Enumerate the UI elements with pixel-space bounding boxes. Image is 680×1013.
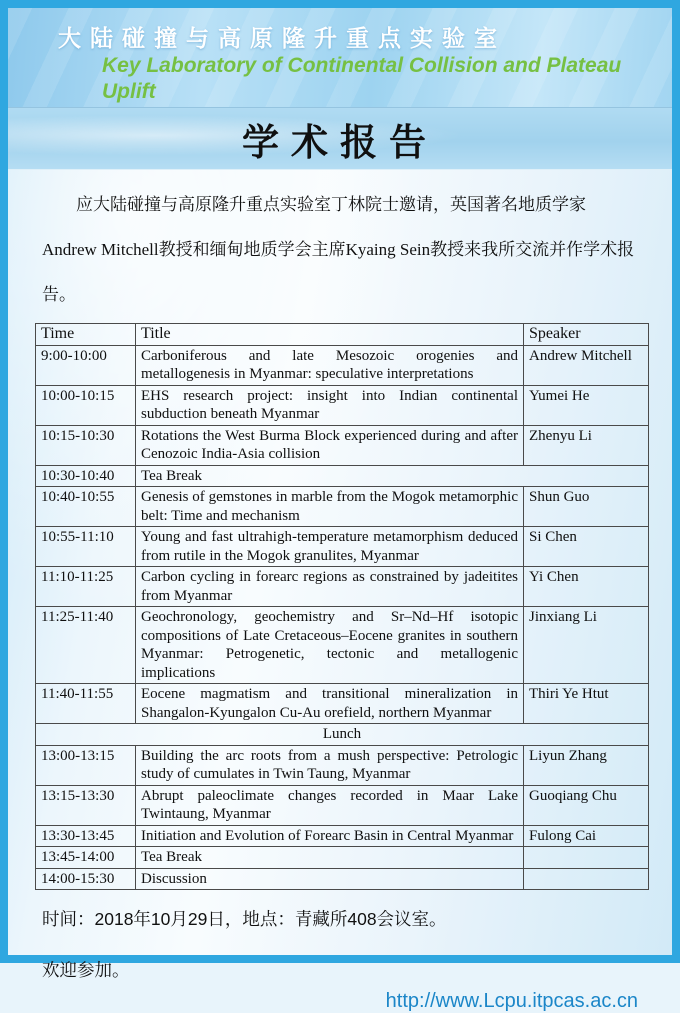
lab-name-english: Key Laboratory of Continental Collision and Plateau Uplift [102,54,622,103]
title-cell: Tea Break [136,465,649,487]
datetime-location-line: 时间：2018年10月29日，地点：青藏所408会议室。 [42,909,447,929]
title-cell: Carbon cycling in forearc regions as constrained by jadeitites from Myanmar [136,567,524,607]
schedule-table-body [36,345,649,890]
time-cell: 10:30-10:40 [36,465,136,487]
title-cell: Carboniferous and late Mesozoic orogenies and metallogenesis in Myanmar: speculative interpretations [136,345,524,385]
speaker-cell: Yumei He [524,385,649,425]
table-header-row [36,324,649,346]
lab-name-chinese: 大陆碰撞与高原隆升重点实验室 [58,25,506,51]
welcome-line: 欢迎参加。 [42,960,130,980]
speaker-cell: Thiri Ye Htut [524,684,649,724]
time-cell: 10:40-10:55 [36,487,136,527]
speaker-cell: Guoqiang Chu [524,785,649,825]
table-row [36,465,649,487]
column-header-time: Time [36,324,136,346]
speaker-cell: Zhenyu Li [524,425,649,465]
header-band [8,8,672,107]
website-link[interactable]: http://www.Lcpu.itpcas.ac.cn [385,990,638,1012]
title-cell: Eocene magmatism and transitional mineralization in Shangalon-Kyungalon Cu-Au orefield, northern Myanmar [136,684,524,724]
table-row [36,607,649,684]
column-header-speaker: Speaker [524,324,649,346]
time-cell: 14:00-15:30 [36,868,136,890]
table-row [36,487,649,527]
title-cell: Building the arc roots from a mush perspective: Petrologic study of cumulates in Twin Taung, Myanmar [136,745,524,785]
time-cell: 13:00-13:15 [36,745,136,785]
title-cell: Geochronology, geochemistry and Sr–Nd–Hf isotopic compositions of Late Cretaceous–Eocene granites in southern Myanmar: Petrogenetic, tectonic and metallogenic implications [136,607,524,684]
table-row [36,868,649,890]
time-cell: 13:15-13:30 [36,785,136,825]
table-row [36,684,649,724]
column-header-title: Title [136,324,524,346]
table-row [36,745,649,785]
speaker-cell: Fulong Cai [524,825,649,847]
title-cell: Initiation and Evolution of Forearc Basin in Central Myanmar [136,825,524,847]
title-cell: Rotations the West Burma Block experienced during and after Cenozoic India-Asia collision [136,425,524,465]
title-cell: Abrupt paleoclimate changes recorded in Maar Lake Twintaung, Myanmar [136,785,524,825]
table-row [36,345,649,385]
speaker-cell: Andrew Mitchell [524,345,649,385]
time-cell: 11:40-11:55 [36,684,136,724]
speaker-cell [524,868,649,890]
speaker-cell: Jinxiang Li [524,607,649,684]
title-cell: Genesis of gemstones in marble from the Mogok metamorphic belt: Time and mechanism [136,487,524,527]
table-row [36,425,649,465]
schedule-table [35,323,649,890]
table-row [36,567,649,607]
title-band [8,107,672,170]
time-cell: 13:45-14:00 [36,847,136,869]
speaker-cell: Si Chen [524,527,649,567]
time-cell: 10:00-10:15 [36,385,136,425]
table-row [36,385,649,425]
speaker-cell: Yi Chen [524,567,649,607]
time-cell: 11:10-11:25 [36,567,136,607]
speaker-cell: Liyun Zhang [524,745,649,785]
table-row [36,527,649,567]
title-cell: EHS research project: insight into Indian continental subduction beneath Myanmar [136,385,524,425]
table-row [36,785,649,825]
intro-paragraph: 应大陆碰撞与高原隆升重点实验室丁林院士邀请，英国著名地质学家Andrew Mitchell教授和缅甸地质学会主席Kyaing Sein教授来我所交流并作学术报告。 [42,195,635,304]
title-cell: Young and fast ultrahigh-temperature metamorphism deduced from rutile in the Mogok granulites, Myanmar [136,527,524,567]
time-cell: 13:30-13:45 [36,825,136,847]
title-cell: Tea Break [136,847,524,869]
time-cell: 10:55-11:10 [36,527,136,567]
table-row [36,847,649,869]
table-row [36,825,649,847]
seminar-banner-title: 学术报告 [242,121,438,163]
title-cell: Discussion [136,868,524,890]
speaker-cell [524,847,649,869]
time-cell: 11:25-11:40 [36,607,136,684]
time-cell: 9:00-10:00 [36,345,136,385]
time-cell: 10:15-10:30 [36,425,136,465]
title-cell: Lunch [36,724,649,746]
table-row [36,724,649,746]
poster-body [8,170,672,1013]
speaker-cell: Shun Guo [524,487,649,527]
